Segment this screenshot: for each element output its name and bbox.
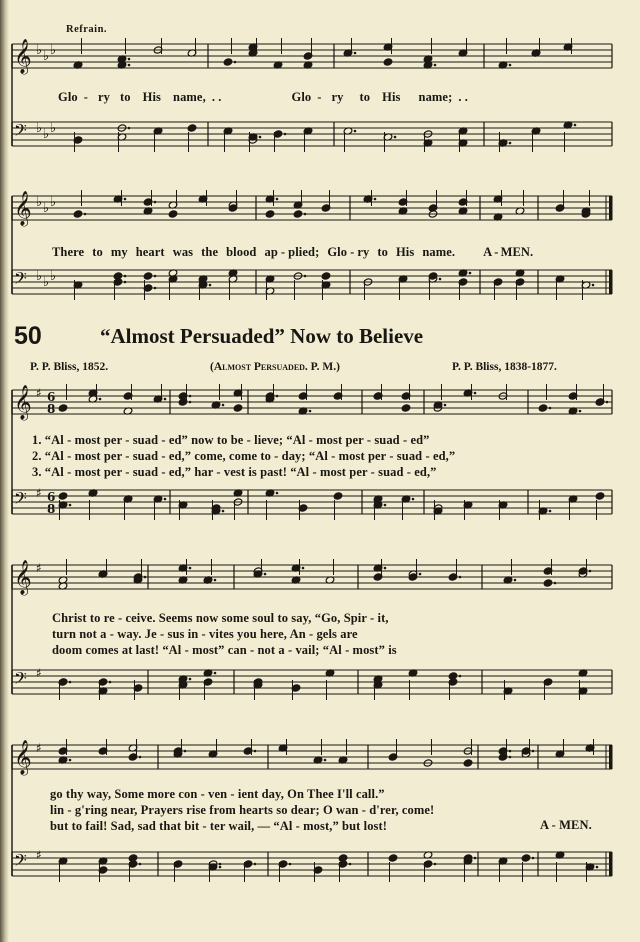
dot	[434, 863, 437, 866]
sharp-icon: ♯	[36, 486, 42, 500]
dot	[509, 142, 512, 145]
dot	[302, 567, 305, 570]
lyric-syllable: ap	[264, 245, 278, 259]
dot	[219, 866, 222, 869]
dot	[596, 866, 599, 869]
dot	[209, 284, 212, 287]
dot	[128, 127, 131, 130]
verse-block-2	[52, 610, 397, 658]
staff	[12, 385, 612, 421]
dot	[124, 275, 127, 278]
dot	[284, 133, 287, 136]
dot	[354, 130, 357, 133]
dot	[309, 410, 312, 413]
dot	[189, 401, 192, 404]
notes	[73, 190, 591, 221]
notes	[58, 489, 605, 520]
bass-clef-icon: 𝄢	[14, 668, 27, 692]
dot	[164, 498, 167, 501]
lyric-syllable: name,	[173, 90, 206, 104]
dot	[189, 395, 192, 398]
dot	[394, 136, 397, 139]
dot	[589, 570, 592, 573]
verse-line: Christ to re - ceive. Seems now some soul to say, “Go, Spir - it,	[52, 611, 389, 625]
lyric-syllable: to	[92, 245, 103, 259]
bass-clef-icon: 𝄢	[14, 120, 27, 144]
lyric-syllable: to	[377, 245, 388, 259]
dot	[324, 759, 327, 762]
dot	[554, 582, 557, 585]
lyric-syllable: name.	[422, 245, 456, 259]
lyric-syllable: . .	[211, 90, 222, 104]
time-signature-top: 6	[47, 490, 56, 504]
notehead	[58, 492, 68, 500]
final-barline	[609, 270, 613, 294]
verse-line: 1. “Al - most per - suad - ed” now to be - lieve; “Al - most per - suad - ed”	[32, 433, 430, 447]
notehead	[595, 492, 605, 500]
dot	[469, 272, 472, 275]
refrain-lyrics-line-1	[58, 90, 468, 105]
lyric-syllable: His	[142, 90, 162, 104]
dot	[128, 58, 131, 61]
dot	[222, 510, 225, 513]
dot	[124, 198, 127, 201]
words-credit: P. P. Bliss, 1852.	[30, 361, 109, 373]
lyric-syllable: heart	[135, 245, 165, 259]
dot	[69, 504, 72, 507]
lyric-syllable: Glo	[291, 90, 312, 104]
dot	[189, 678, 192, 681]
flat-icon: ♭	[43, 275, 50, 290]
sharp-icon: ♯	[36, 386, 42, 400]
notehead	[187, 124, 197, 132]
dot	[384, 504, 387, 507]
notehead	[265, 210, 275, 218]
staff	[12, 120, 612, 146]
flat-icon: ♭	[43, 127, 50, 142]
notehead	[463, 759, 473, 767]
staff	[12, 486, 612, 516]
final-barline	[609, 745, 613, 769]
notehead	[428, 272, 438, 280]
dot	[509, 756, 512, 759]
hymn-title: “Almost Persuaded” Now to Believe	[100, 324, 424, 348]
dot	[144, 576, 147, 579]
dot	[304, 213, 307, 216]
tune-name: (Almost Persuaded. P. M.)	[210, 361, 340, 373]
flat-icon: ♭	[50, 121, 57, 136]
lyric-syllable: was	[172, 245, 194, 259]
dot	[459, 675, 462, 678]
notes	[58, 559, 591, 590]
dot	[509, 750, 512, 753]
flat-icon: ♭	[36, 121, 43, 136]
amen-label: A - MEN.	[540, 818, 592, 832]
dot	[154, 201, 157, 204]
dot	[549, 407, 552, 410]
dot	[459, 576, 462, 579]
sharp-icon: ♯	[36, 666, 42, 680]
lyric-syllable: my	[110, 245, 128, 259]
verse-line: lin - g'ring near, Prayers rise from hearts so dear; O wan - d'rer, come!	[50, 803, 435, 817]
dot	[349, 863, 352, 866]
lyric-syllable: -	[494, 245, 499, 259]
dot	[139, 863, 142, 866]
dot	[124, 281, 127, 284]
music-credit: P. P. Bliss, 1838-1877.	[452, 361, 557, 373]
dot	[374, 198, 377, 201]
dot	[139, 756, 142, 759]
lyric-syllable: . .	[458, 90, 469, 104]
treble-clef-icon: 𝄞	[14, 385, 32, 420]
dot	[259, 136, 262, 139]
dot	[234, 61, 237, 64]
dot	[99, 398, 102, 401]
lyric-syllable: -	[83, 90, 89, 104]
lyric-syllable: the	[201, 245, 219, 259]
treble-clef-icon: 𝄞	[14, 740, 32, 775]
dot	[412, 498, 415, 501]
verse-line: doom comes at last! “Al - most” can - not a - vail; “Al - most” is	[52, 643, 397, 657]
dot	[69, 759, 72, 762]
dot	[444, 404, 447, 407]
bass-clef-icon: 𝄢	[14, 488, 27, 512]
refrain-label: Refrain.	[66, 24, 108, 35]
sharp-icon: ♯	[36, 848, 42, 862]
bass-clef-icon: 𝄢	[14, 850, 27, 874]
dot	[189, 567, 192, 570]
time-signature-bottom: 8	[47, 502, 56, 516]
dot	[549, 510, 552, 513]
dot	[289, 863, 292, 866]
dot	[419, 573, 422, 576]
notehead	[223, 58, 233, 66]
lyric-syllable: Glo	[327, 245, 348, 259]
treble-clef-icon: 𝄞	[14, 191, 32, 226]
dot	[474, 857, 477, 860]
notes	[73, 269, 594, 300]
treble-clef-icon: 𝄞	[14, 560, 32, 595]
dot	[154, 287, 157, 290]
dot	[474, 392, 477, 395]
staff	[12, 560, 612, 596]
notehead	[333, 492, 343, 500]
lyric-syllable: -	[317, 90, 322, 104]
notehead	[543, 579, 553, 587]
lyric-syllable: MEN.	[500, 245, 534, 259]
notehead	[538, 404, 548, 412]
dot	[254, 863, 257, 866]
dot	[69, 681, 72, 684]
notehead	[168, 210, 178, 218]
dot	[109, 681, 112, 684]
dot	[574, 124, 577, 127]
dot	[84, 213, 87, 216]
verse-block-1	[32, 432, 455, 480]
dot	[154, 275, 157, 278]
lyric-syllable: ry	[357, 245, 370, 259]
notes	[73, 121, 576, 152]
time-signature-bottom: 8	[47, 402, 56, 416]
staff	[12, 740, 613, 776]
dot	[264, 573, 267, 576]
notehead	[401, 404, 411, 412]
lyric-syllable: A	[483, 245, 493, 259]
flat-icon: ♭	[36, 269, 43, 284]
refrain-lyrics-line-2	[52, 245, 533, 260]
notehead	[383, 58, 393, 66]
dot	[509, 64, 512, 67]
dot	[214, 672, 217, 675]
final-barline	[609, 852, 613, 876]
lyric-syllable: There	[52, 245, 85, 259]
verse-line: turn not a - way. Je - sus in - vites you here, An - gels are	[52, 627, 358, 641]
dot	[304, 275, 307, 278]
dot	[579, 410, 582, 413]
lyric-syllable: Glo	[58, 90, 78, 104]
flat-icon: ♭	[36, 43, 43, 58]
dot	[254, 750, 257, 753]
lyric-syllable: ry	[98, 90, 111, 104]
flat-icon: ♭	[50, 269, 57, 284]
bass-clef-icon: 𝄢	[14, 268, 27, 292]
verse-block-3	[50, 786, 434, 834]
notehead	[58, 404, 68, 412]
dot	[214, 579, 217, 582]
notehead	[73, 210, 83, 218]
lyric-syllable: His	[395, 245, 415, 259]
lyric-syllable: plied;	[288, 245, 320, 259]
dot	[354, 52, 357, 55]
notehead	[233, 404, 243, 412]
dot	[606, 401, 609, 404]
verse-line: go thy way, Some more con - ven - ient day, On Thee I'll call.”	[50, 787, 385, 801]
dot	[222, 404, 225, 407]
lyric-syllable: blood	[226, 245, 257, 259]
dot	[592, 284, 595, 287]
sharp-icon: ♯	[36, 741, 42, 755]
dot	[514, 579, 517, 582]
flat-icon: ♭	[50, 195, 57, 210]
final-barline	[609, 196, 613, 220]
time-signature-top: 6	[47, 390, 56, 404]
dot	[434, 64, 437, 67]
dot	[532, 750, 535, 753]
dot	[276, 492, 279, 495]
flat-icon: ♭	[36, 195, 43, 210]
verse-line: but to fail! Sad, sad that bit - ter wail, — “Al - most,” but lost!	[50, 819, 388, 833]
dot	[219, 863, 222, 866]
notes	[58, 851, 598, 882]
notehead	[521, 854, 531, 862]
verse-line: 2. “Al - most per - suad - ed,” come, come to - day; “Al - most per - suad - ed,”	[32, 449, 456, 463]
flat-icon: ♭	[43, 49, 50, 64]
staff	[12, 191, 613, 227]
hymn-number: 50	[14, 322, 42, 350]
lyric-syllable: name;	[418, 90, 453, 104]
notehead	[321, 272, 331, 280]
verse-line: 3. “Al - most per - suad - ed,” har - vest is past! “Al - most per - suad - ed,”	[32, 465, 437, 479]
dot	[276, 198, 279, 201]
notes	[58, 384, 608, 415]
dot	[532, 857, 535, 860]
notehead	[388, 854, 398, 862]
dot	[384, 567, 387, 570]
flat-icon: ♭	[43, 201, 50, 216]
dot	[164, 398, 167, 401]
lyric-syllable: to	[359, 90, 371, 104]
lyric-syllable: -	[280, 245, 286, 259]
notes	[58, 669, 588, 700]
dot	[439, 278, 442, 281]
notes	[73, 38, 573, 69]
treble-clef-icon: 𝄞	[14, 39, 32, 74]
dot	[128, 64, 131, 67]
lyric-syllable: ry	[331, 90, 344, 104]
notehead	[143, 272, 153, 280]
notehead	[293, 210, 303, 218]
lyric-syllable: His	[382, 90, 401, 104]
flat-icon: ♭	[50, 43, 57, 58]
lyric-syllable: -	[350, 245, 355, 259]
dot	[276, 395, 279, 398]
dot	[184, 750, 187, 753]
lyric-syllable: to	[120, 90, 131, 104]
sharp-icon: ♯	[36, 561, 42, 575]
